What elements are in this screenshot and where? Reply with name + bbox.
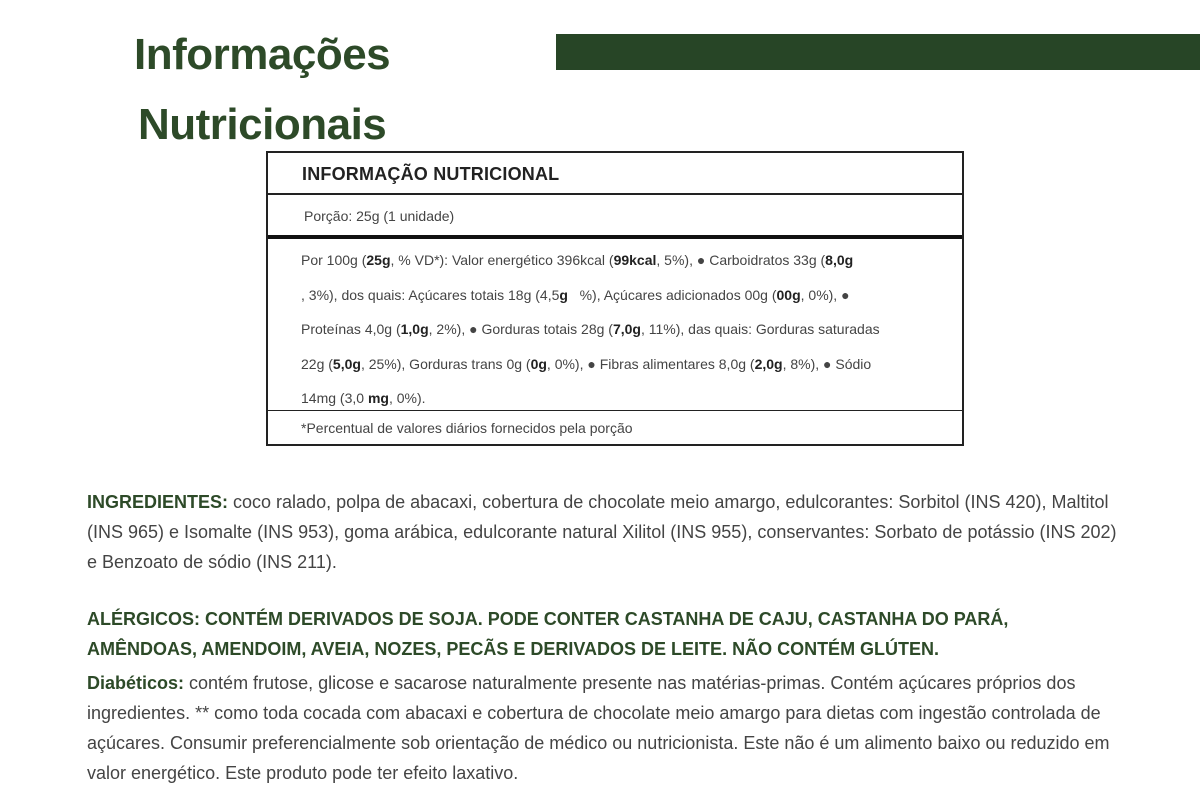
nutrition-value-bold: 5,0g xyxy=(332,355,361,372)
nutrition-value-bold: 7,0g xyxy=(612,321,641,337)
nutrition-value-bold: 00g xyxy=(776,286,801,303)
ingredients-text: coco ralado, polpa de abacaxi, cobertura de chocolate meio amargo, edulcorantes: Sorbitol (INS 420), Maltitol (INS 965) e Isomalte (INS 953), goma arábica, edulcorante natural Xilitol (INS 955), conservantes: Sorbato de potássio (INS 202) e Benzoato de sódio (INS 211). xyxy=(87,492,1117,572)
nutrition-text: , 2%), ● Gorduras totais 28g ( xyxy=(428,321,613,337)
nutrition-value-bold: 25g xyxy=(366,252,391,268)
allergens-paragraph: ALÉRGICOS: CONTÉM DERIVADOS DE SOJA. PODE CONTER CASTANHA DE CAJU, CASTANHA DO PARÁ, AMÊNDOAS, AMENDOIM, AVEIA, NOZES, PECÃS E DERIVADOS DE LEITE. NÃO CONTÉM GLÚTEN. xyxy=(87,609,1009,659)
diabetics-text: contém frutose, glicose e sacarose naturalmente presente nas matérias-primas. Contém açúcares próprios dos ingredientes. ** como toda cocada com abacaxi e cobertura de chocolate meio amargo para dietas com ingestão controlada de açúcares. Consumir preferencialmente sob orientação de médico ou nutricionista. Este não é um alimento baixo ou reduzido em valor energético. Este produto pode ter efeito laxativo. xyxy=(87,673,1110,783)
nutrition-text: , 3%), dos quais: Açúcares totais 18g (4,5 xyxy=(301,286,560,303)
nutrition-value-bold: 0g xyxy=(530,355,547,372)
ingredients-paragraph xyxy=(87,487,1117,577)
nutrition-line xyxy=(301,347,952,382)
diabetics-paragraph xyxy=(87,668,1117,788)
nutrition-text: , 25%), Gorduras trans 0g ( xyxy=(360,355,531,372)
nutrition-value-bold: 1,0g xyxy=(400,321,429,337)
nutrition-table-footnote: *Percentual de valores diários fornecidos pela porção xyxy=(301,420,633,436)
ingredients-label: INGREDIENTES: xyxy=(87,492,229,512)
nutrition-text: Por 100g ( xyxy=(301,252,367,268)
diabetics-label: Diabéticos: xyxy=(87,673,185,693)
nutrition-text: , 11%), das quais: Gorduras saturadas xyxy=(640,321,880,337)
nutrition-value-bold: 2,0g xyxy=(754,355,783,372)
nutrition-text: 14mg (3,0 xyxy=(301,390,368,406)
nutrition-table-portion: Porção: 25g (1 unidade) xyxy=(268,195,962,239)
nutrition-text: , % VD*): Valor energético 396kcal ( xyxy=(390,252,614,268)
nutrition-table-body xyxy=(268,239,962,411)
page-title-line2: Nutricionais xyxy=(138,100,387,149)
nutrition-table xyxy=(266,151,964,446)
nutrition-text: 22g ( xyxy=(301,355,333,372)
nutrition-text: , 0%). xyxy=(388,390,426,406)
nutrition-text: , 0%), ● Fibras alimentares 8,0g ( xyxy=(546,355,755,372)
nutrition-text: %), Açúcares adicionados 00g ( xyxy=(567,286,777,303)
nutrition-text: , 8%), ● Sódio xyxy=(782,355,872,372)
nutrition-value-bold: 99kcal xyxy=(613,252,657,268)
nutrition-line xyxy=(301,278,952,313)
nutrition-value-bold: g xyxy=(559,286,568,303)
nutrition-value-bold: 8,0g xyxy=(825,252,854,268)
page-title xyxy=(134,20,390,160)
nutrition-value-bold: mg xyxy=(367,390,389,406)
page-title-line1: Informações xyxy=(134,30,391,79)
nutrition-text: , 0%), ● xyxy=(800,286,850,303)
nutrition-text: Proteínas 4,0g ( xyxy=(301,321,401,337)
title-accent-bar xyxy=(556,34,1200,70)
nutrition-text: , 5%), ● Carboidratos 33g ( xyxy=(656,252,826,268)
nutrition-line xyxy=(301,312,952,347)
nutrition-line xyxy=(301,243,952,278)
nutrition-table-heading: INFORMAÇÃO NUTRICIONAL xyxy=(268,153,962,195)
